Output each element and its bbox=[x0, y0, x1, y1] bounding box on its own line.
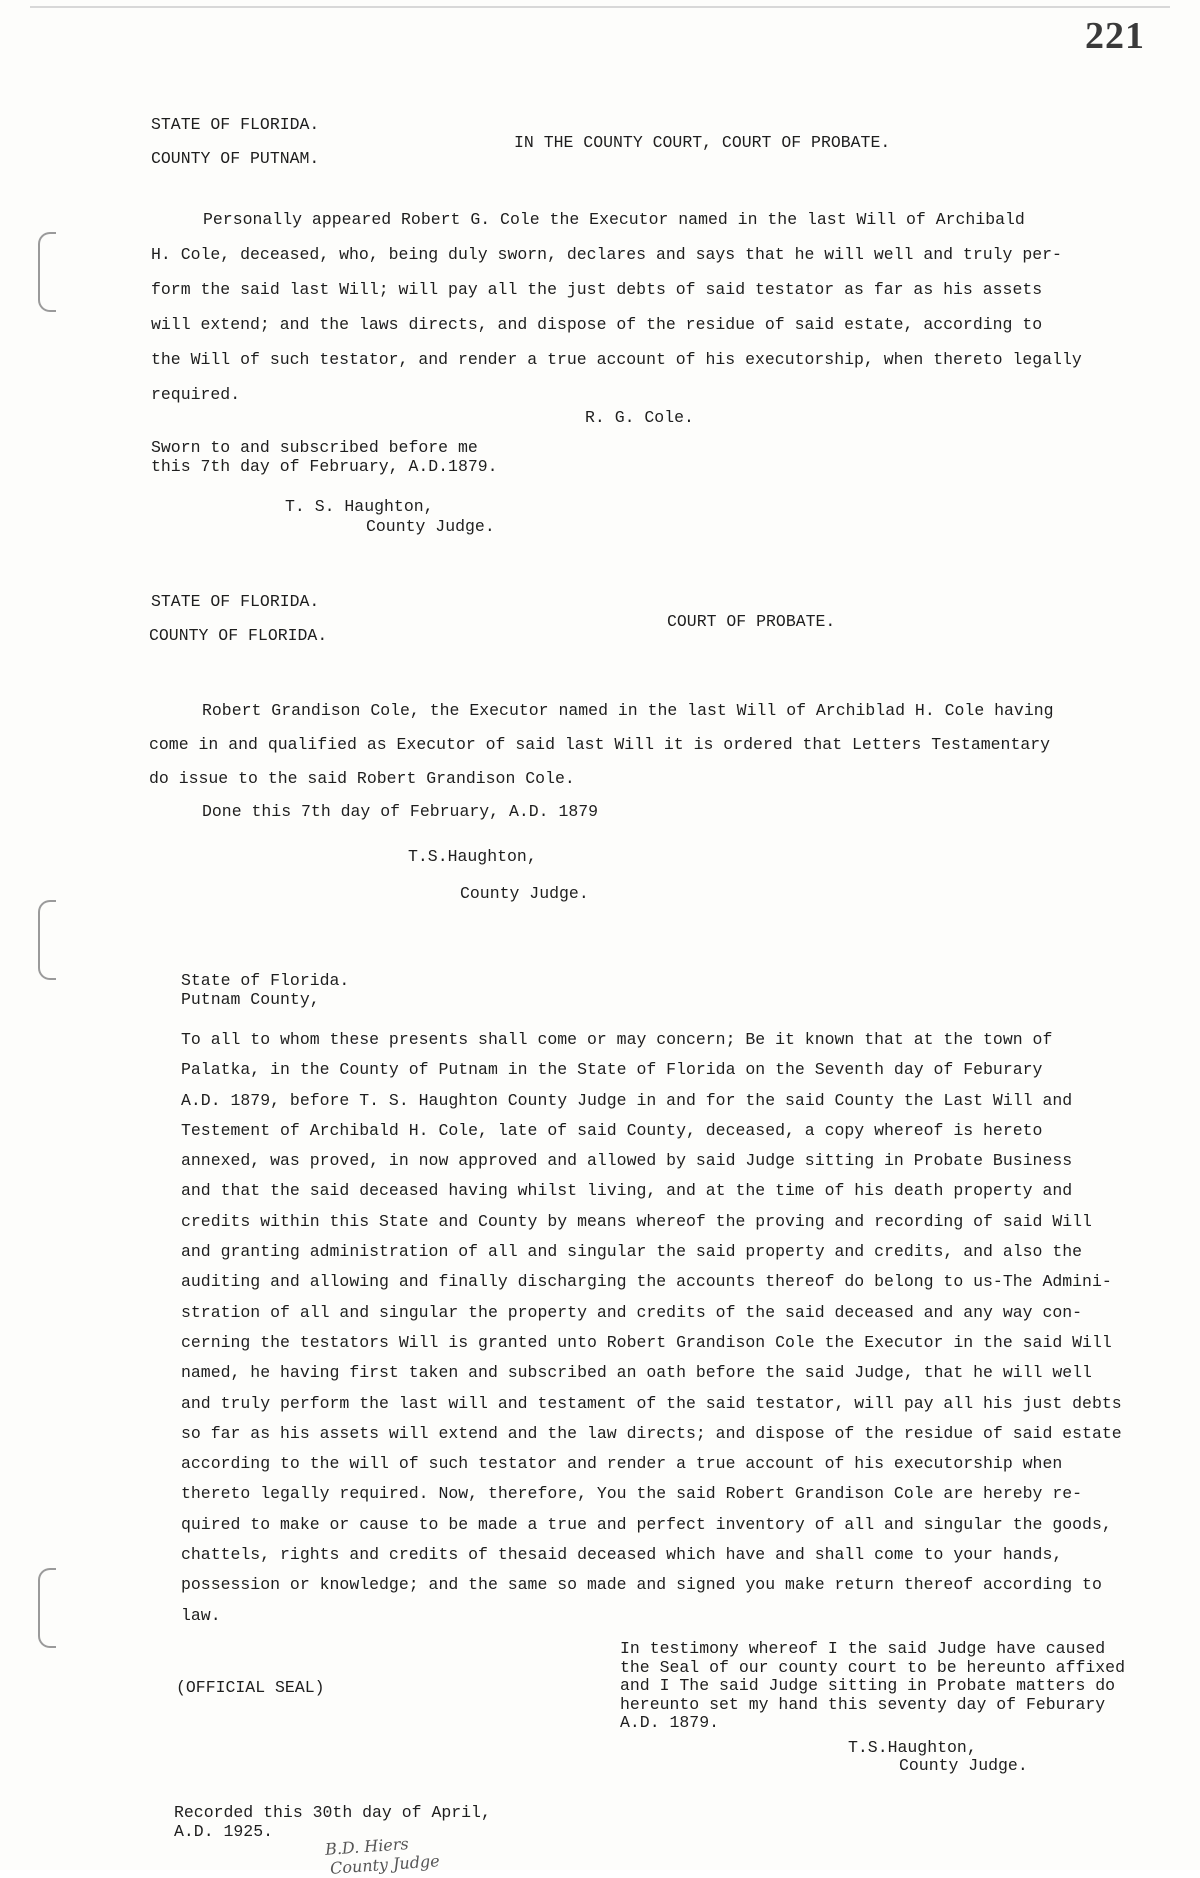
sworn-line: Sworn to and subscribed before me bbox=[151, 438, 478, 457]
section3-body-line: thereto legally required. Now, therefore, You the said Robert Grandison Cole are hereby re- bbox=[181, 1484, 1083, 1504]
section3-body-line: auditing and allowing and finally discharging the accounts thereof do belong to us-The Admini- bbox=[181, 1272, 1112, 1292]
section3-body-line: according to the will of such testator and render a true account of his executorship when bbox=[181, 1454, 1063, 1474]
section3-body-line: named, he having first taken and subscribed an oath before the said Judge, that he will well bbox=[181, 1363, 1092, 1383]
sworn-line: this 7th day of February, A.D.1879. bbox=[151, 457, 498, 476]
section3-body-line: law. bbox=[181, 1605, 221, 1625]
section3-judge-name: T.S.Haughton, bbox=[848, 1738, 977, 1757]
punch-hole-top bbox=[38, 232, 56, 312]
section3-body-line: possession or knowledge; and the same so made and signed you make return thereof according to bbox=[181, 1575, 1102, 1595]
section1-body bbox=[151, 202, 1082, 412]
section2-body-line: do issue to the said Robert Grandison Cole. bbox=[149, 769, 575, 788]
section1-body-line: Personally appeared Robert G. Cole the Executor named in the last Will of Archibald bbox=[203, 210, 1025, 229]
page-edge-line bbox=[30, 6, 1170, 8]
section2-body bbox=[149, 694, 1054, 796]
section2-body-line: come in and qualified as Executor of said last Will it is ordered that Letters Testamentary bbox=[149, 735, 1051, 754]
recorded-line: Recorded this 30th day of April, bbox=[174, 1803, 491, 1822]
section1-heading-state: STATE OF FLORIDA. bbox=[151, 115, 320, 134]
section3-body-line: annexed, was proved, in now approved and allowed by said Judge sitting in Probate Business bbox=[181, 1151, 1073, 1171]
section3-body-line: and granting administration of all and singular the said property and credits, and also the bbox=[181, 1242, 1083, 1262]
section1-judge-title: County Judge. bbox=[366, 517, 495, 536]
section3-body-line: so far as his assets will extend and the law directs; and dispose of the residue of said estate bbox=[181, 1423, 1122, 1443]
section1-body-line: will extend; and the laws directs, and dispose of the residue of said estate, according to bbox=[151, 315, 1043, 334]
section3-heading-state: State of Florida. bbox=[181, 971, 350, 990]
section3-body-line: credits within this State and County by means whereof the proving and recording of said Will bbox=[181, 1211, 1092, 1231]
section3-body-line: stration of all and singular the property and credits of the said deceased and any way con- bbox=[181, 1302, 1083, 1322]
section3-judge-title: County Judge. bbox=[899, 1756, 1028, 1775]
section1-executor-signature: R. G. Cole. bbox=[585, 408, 694, 427]
recorded-line: A.D. 1925. bbox=[174, 1822, 274, 1841]
section1-judge-name: T. S. Haughton, bbox=[285, 497, 434, 516]
section3-body-line: Palatka, in the County of Putnam in the State of Florida on the Seventh day of Feburary bbox=[181, 1060, 1043, 1080]
section3-heading-county: Putnam County, bbox=[181, 990, 320, 1009]
recorded-note bbox=[174, 1803, 491, 1841]
section1-body-line: form the said last Will; will pay all the just debts of said testator as far as his assets bbox=[151, 280, 1043, 299]
section2-done-line: Done this 7th day of February, A.D. 1879 bbox=[202, 802, 599, 821]
official-seal-label: (OFFICIAL SEAL) bbox=[176, 1678, 325, 1697]
section3-body-line: A.D. 1879, before T. S. Haughton County Judge in and for the said County the Last Will and bbox=[181, 1090, 1073, 1110]
section3-body-line: and that the said deceased having whilst living, and at the time of his death property and bbox=[181, 1181, 1073, 1201]
section2-court-title: COURT OF PROBATE. bbox=[667, 612, 836, 631]
section1-heading-county: COUNTY OF PUTNAM. bbox=[151, 149, 320, 168]
section3-body-line: chattels, rights and credits of thesaid deceased which have and shall come to your hands, bbox=[181, 1545, 1063, 1565]
testimony-line: A.D. 1879. bbox=[620, 1713, 720, 1732]
section3-body-line: To all to whom these presents shall come or may concern; Be it known that at the town of bbox=[181, 1030, 1053, 1049]
punch-hole-middle bbox=[38, 900, 56, 980]
section1-body-line: required. bbox=[151, 385, 241, 404]
section3-body-line: cerning the testators Will is granted unto Robert Grandison Cole the Executor in the said Will bbox=[181, 1332, 1112, 1352]
section3-body-line: Testement of Archibald H. Cole, late of said County, deceased, a copy whereof is hereto bbox=[181, 1120, 1043, 1140]
testimony-line: hereunto set my hand this seventy day of Feburary bbox=[620, 1694, 1106, 1714]
section2-heading-county: COUNTY OF FLORIDA. bbox=[149, 626, 328, 645]
handwritten-signature: B.D. Hiers bbox=[324, 1834, 410, 1859]
section1-court-title: IN THE COUNTY COURT, COURT OF PROBATE. bbox=[514, 133, 891, 152]
testimony-line: and I The said Judge sitting in Probate matters do bbox=[620, 1676, 1116, 1695]
section3-body-line: and truly perform the last will and testament of the said testator, will pay all his just debts bbox=[181, 1393, 1122, 1413]
section2-heading-state: STATE OF FLORIDA. bbox=[151, 592, 320, 611]
handwritten-signature-title: County Judge bbox=[329, 1851, 441, 1878]
testimony-line: the Seal of our county court to be hereunto affixed bbox=[620, 1657, 1125, 1677]
section2-body-line: Robert Grandison Cole, the Executor named in the last Will of Archiblad H. Cole having bbox=[202, 701, 1054, 720]
page-number: 221 bbox=[1085, 15, 1145, 57]
punch-hole-bottom bbox=[38, 1568, 56, 1648]
section2-judge-title: County Judge. bbox=[460, 884, 589, 903]
section3-body bbox=[181, 1025, 1122, 1631]
section1-sworn bbox=[151, 438, 498, 476]
section1-body-line: the Will of such testator, and render a true account of his executorship, when thereto legally bbox=[151, 350, 1082, 369]
section1-body-line: H. Cole, deceased, who, being duly sworn, declares and says that he will well and truly per- bbox=[151, 245, 1062, 264]
section3-body-line: quired to make or cause to be made a true and perfect inventory of all and singular the goods, bbox=[181, 1514, 1112, 1534]
testimony-line: In testimony whereof I the said Judge have caused bbox=[620, 1639, 1106, 1658]
section2-judge-name: T.S.Haughton, bbox=[408, 847, 537, 866]
section3-testimony bbox=[620, 1640, 1125, 1733]
